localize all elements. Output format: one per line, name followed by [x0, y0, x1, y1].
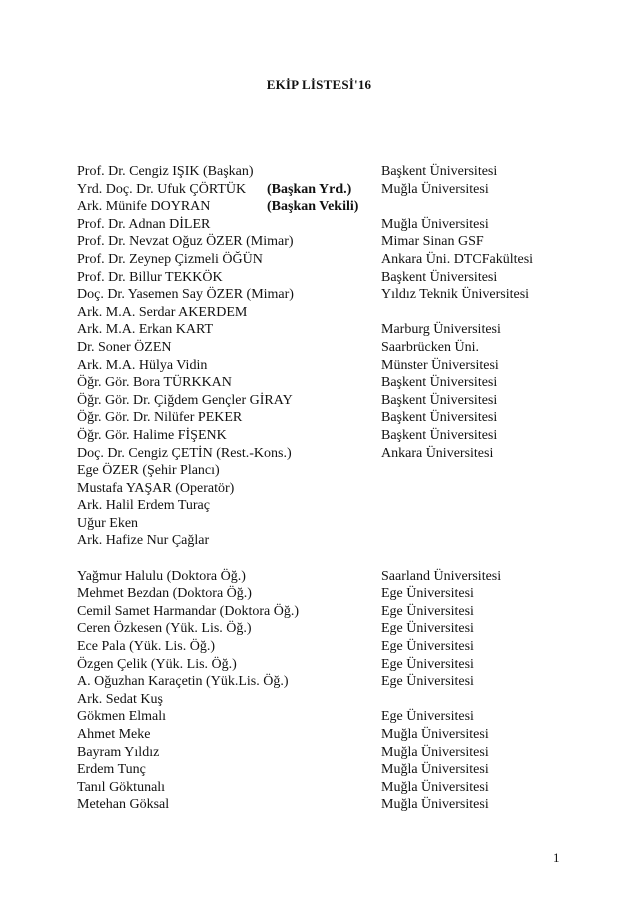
member-institution: Ege Üniversitesi: [381, 709, 474, 725]
member-name: Ark. Sedat Kuş: [77, 691, 163, 707]
member-institution: Başkent Üniversitesi: [381, 375, 498, 391]
member-institution: Muğla Üniversitesi: [381, 727, 489, 742]
member-row: [77, 427, 577, 445]
member-name: Doç. Dr. Yasemen Say ÖZER (Mimar): [77, 287, 294, 303]
member-row: [77, 515, 577, 533]
member-name: Ahmet Meke: [77, 727, 151, 742]
member-name: A. Oğuzhan Karaçetin (Yük.Lis. Öğ.): [77, 674, 289, 690]
member-name: Prof. Dr. Zeynep Çizmeli ÖĞÜN: [77, 251, 263, 267]
member-row: [77, 198, 577, 216]
member-name: Prof. Dr. Billur TEKKÖK: [77, 269, 223, 285]
member-row: [77, 761, 577, 779]
member-institution: Ege Üniversitesi: [381, 586, 474, 602]
member-row: [77, 409, 577, 427]
member-row: [77, 638, 577, 656]
member-row: [77, 656, 577, 674]
member-role: (Başkan Vekili): [267, 199, 359, 215]
member-name: Ege ÖZER (Şehir Plancı): [77, 463, 220, 479]
member-institution: Muğla Üniversitesi: [381, 779, 489, 795]
member-row: [77, 708, 577, 726]
member-institution: Ankara Üniversitesi: [381, 445, 494, 461]
member-institution: Başkent Üniversitesi: [381, 392, 498, 408]
member-name: Erdem Tunç: [77, 762, 146, 778]
member-institution: Muğla Üniversitesi: [381, 181, 489, 197]
member-institution: Muğla Üniversitesi: [381, 797, 489, 813]
member-row: [77, 585, 577, 603]
member-name: Mehmet Bezdan (Doktora Öğ.): [77, 586, 252, 602]
member-name: Ark. M.A. Erkan KART: [77, 322, 214, 338]
member-institution: Başkent Üniversitesi: [381, 269, 498, 285]
member-institution: Başkent Üniversitesi: [381, 427, 498, 443]
member-name: Uğur Eken: [77, 515, 139, 531]
member-name: Prof. Dr. Nevzat Oğuz ÖZER (Mimar): [77, 234, 294, 250]
member-institution: Başkent Üniversitesi: [381, 164, 498, 179]
member-name: Öğr. Gör. Bora TÜRKKAN: [77, 375, 232, 391]
member-row: [77, 339, 577, 357]
member-row: [77, 603, 577, 621]
member-institution: Saarbrücken Üni.: [381, 339, 479, 355]
member-row: [77, 673, 577, 691]
member-row: [77, 233, 577, 251]
member-institution: Ege Üniversitesi: [381, 656, 474, 672]
member-name: Ceren Özkesen (Yük. Lis. Öğ.): [77, 621, 252, 637]
member-name: Ark. Hafize Nur Çağlar: [77, 533, 210, 549]
member-name: Prof. Dr. Adnan DİLER: [77, 216, 211, 232]
member-institution: Marburg Üniversitesi: [381, 322, 501, 338]
member-name: Yağmur Halulu (Doktora Öğ.): [77, 568, 246, 584]
member-row: [77, 462, 577, 480]
member-name: Dr. Soner ÖZEN: [77, 339, 172, 355]
member-row: [77, 568, 577, 586]
member-institution: Mimar Sinan GSF: [381, 234, 484, 250]
member-row: [77, 480, 577, 498]
member-name: Bayram Yıldız: [77, 744, 160, 760]
member-row: [77, 321, 577, 339]
page-title: EKİP LİSTESİ'16: [266, 77, 372, 92]
member-name: Öğr. Gör. Halime FİŞENK: [77, 427, 227, 443]
member-row: [77, 374, 577, 392]
member-name: Ece Pala (Yük. Lis. Öğ.): [77, 639, 216, 655]
member-row: [77, 216, 577, 234]
member-name: Gökmen Elmalı: [77, 709, 167, 725]
member-institution: Ege Üniversitesi: [381, 639, 474, 655]
member-row: [77, 392, 577, 410]
member-row: [77, 304, 577, 322]
member-institution: Yıldız Teknik Üniversitesi: [381, 287, 530, 303]
member-name: Ark. M.A. Serdar AKERDEM: [77, 304, 248, 320]
member-name: Ark. M.A. Hülya Vidin: [77, 357, 208, 373]
member-institution: Muğla Üniversitesi: [381, 762, 489, 778]
member-institution: Ege Üniversitesi: [381, 603, 474, 619]
member-name: Yrd. Doç. Dr. Ufuk ÇÖRTÜK: [77, 181, 247, 197]
member-row: [77, 691, 577, 709]
member-institution: Ege Üniversitesi: [381, 674, 474, 690]
member-name: Ark. Münife DOYRAN: [77, 199, 211, 215]
member-name: Metehan Göksal: [77, 797, 170, 813]
member-row: [77, 181, 577, 199]
member-name: Ark. Halil Erdem Turaç: [77, 498, 210, 514]
member-row: [77, 445, 577, 463]
member-row: [77, 779, 577, 797]
member-name: Prof. Dr. Cengiz IŞIK (Başkan): [77, 164, 254, 179]
member-row: [77, 286, 577, 304]
member-row: [77, 357, 577, 375]
member-row: [77, 796, 577, 814]
member-institution: Ankara Üni. DTCFakültesi: [381, 251, 534, 267]
member-institution: Saarland Üniversitesi: [381, 568, 502, 584]
member-name: Mustafa YAŞAR (Operatör): [77, 480, 235, 496]
member-row: [77, 726, 577, 744]
member-name: Doç. Dr. Cengiz ÇETİN (Rest.-Kons.): [77, 445, 292, 461]
member-institution: Muğla Üniversitesi: [381, 216, 489, 232]
member-name: Özgen Çelik (Yük. Lis. Öğ.): [77, 656, 237, 672]
member-institution: Muğla Üniversitesi: [381, 744, 489, 760]
member-row: [77, 497, 577, 515]
page-number: 1: [553, 850, 560, 865]
member-row: [77, 269, 577, 287]
member-row: [77, 251, 577, 269]
member-row: [77, 744, 577, 762]
member-institution: Münster Üniversitesi: [381, 357, 499, 373]
member-institution: Ege Üniversitesi: [381, 621, 474, 637]
member-institution: Başkent Üniversitesi: [381, 410, 498, 426]
member-row: [77, 620, 577, 638]
member-row: [77, 532, 577, 550]
member-row: [77, 163, 577, 181]
member-role: (Başkan Yrd.): [267, 181, 352, 197]
member-name: Cemil Samet Harmandar (Doktora Öğ.): [77, 603, 299, 619]
member-name: Öğr. Gör. Dr. Çiğdem Gençler GİRAY: [77, 392, 293, 408]
member-name: Öğr. Gör. Dr. Nilüfer PEKER: [77, 410, 243, 426]
group-separator: [77, 550, 577, 568]
member-name: Tanıl Göktunalı: [77, 779, 166, 795]
team-member-list: [77, 163, 577, 814]
